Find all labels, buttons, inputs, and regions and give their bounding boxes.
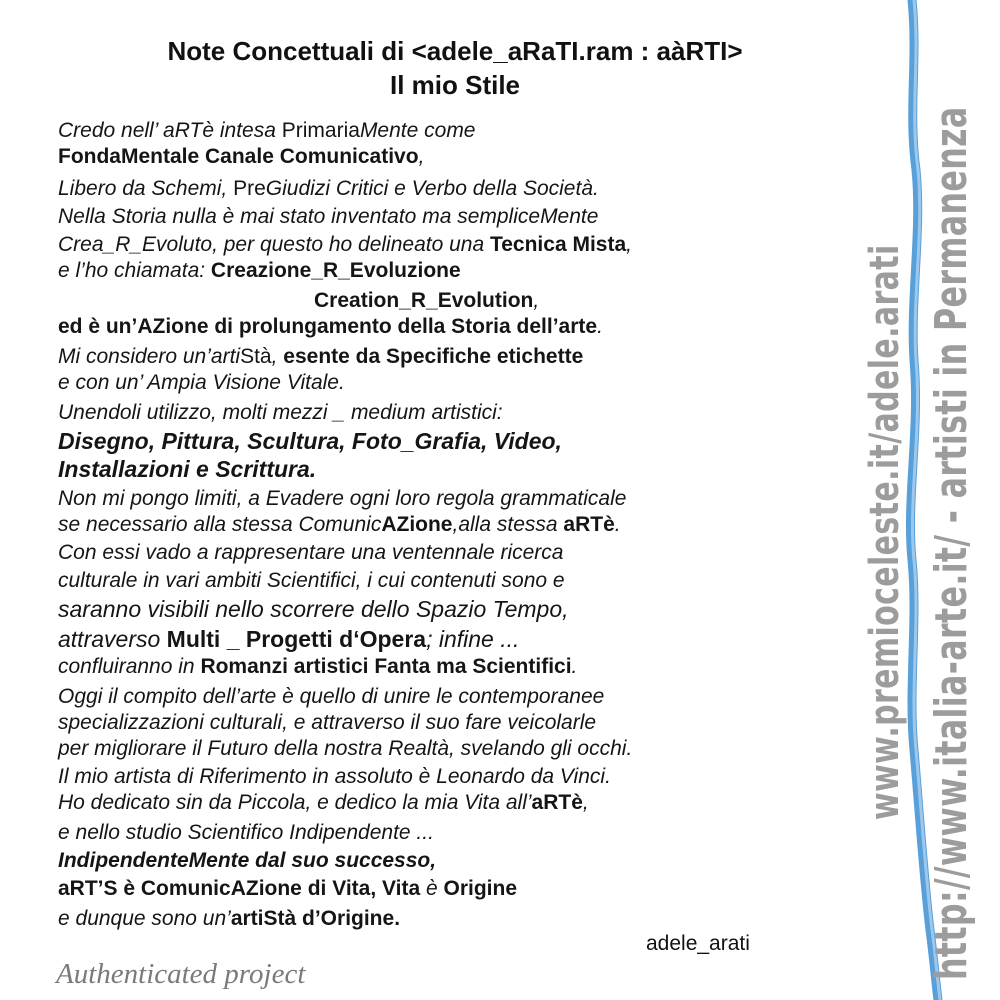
body-line <box>58 848 436 874</box>
text-segment: aRTè <box>563 513 615 536</box>
text-segment: . <box>597 315 603 338</box>
text-segment: ,alla stessa <box>452 513 564 536</box>
text-segment: , <box>582 791 589 814</box>
body-line <box>58 486 626 512</box>
text-segment: Multi _ Progetti d‘Opera <box>166 626 427 652</box>
signature: adele_arati <box>646 932 750 955</box>
body-line <box>58 344 583 370</box>
body-line <box>58 176 599 202</box>
text-segment: IndipendenteMente dal suo successo, <box>58 849 437 872</box>
text-segment: e l’ho chiamata: <box>58 259 211 282</box>
text-segment: , <box>533 289 540 312</box>
text-segment: saranno visibili nello scorrere dello Spazio Tempo, <box>58 596 569 622</box>
text-segment: Giudizi Critici e Verbo della Società. <box>265 177 599 200</box>
text-segment: Nella Storia nulla è mai stato inventato ma sempliceMente <box>58 205 599 228</box>
body-line <box>58 540 563 566</box>
body-line <box>58 456 316 482</box>
page-title: Note Concettuali di <adele_aRaTI.ram : aàRTI> <box>167 36 743 66</box>
text-segment: ed è un’AZione di prolungamento della Storia dell’arte <box>58 315 598 338</box>
text-segment: FondaMentale Canale Comunicativo <box>58 145 419 168</box>
body-line <box>58 568 565 594</box>
text-segment: . <box>571 655 578 678</box>
text-segment: Con essi vado a rappresentare una ventennale ricerca <box>58 541 564 564</box>
authenticated-note: Authenticated project <box>56 958 306 990</box>
text-segment: Creazione_R_Evoluzione <box>210 259 461 282</box>
body-line <box>58 820 434 846</box>
text-segment: e con un’ Ampia Visione Vitale. <box>58 371 345 394</box>
text-segment: Disegno, Pittura, Scultura, Foto_Grafia, Video, <box>58 428 562 454</box>
body-line <box>58 626 519 652</box>
text-segment: aRTè <box>531 791 583 814</box>
text-segment: Libero da Schemi, <box>58 177 234 200</box>
body-line <box>58 232 632 258</box>
text-segment: ; infine ... <box>426 626 520 652</box>
text-segment: artiStà d’Origine. <box>230 907 401 930</box>
body-line <box>58 906 400 932</box>
text-segment: Origine <box>437 877 518 900</box>
body-line <box>58 204 598 230</box>
text-segment: AZione <box>381 513 453 536</box>
text-segment: Tecnica Mista <box>489 233 627 256</box>
text-segment: culturale in vari ambiti Scientifici, i cui contenuti sono e <box>58 569 565 592</box>
side-url-premioceleste[interactable]: www.premioceleste.it/adele.arati <box>862 244 908 820</box>
body-line <box>58 512 621 538</box>
text-segment: , <box>418 145 425 168</box>
body-line <box>314 288 539 314</box>
text-segment: specializzazioni culturali, e attraverso il suo fare veicolarle <box>58 711 597 734</box>
body-line <box>58 790 589 816</box>
text-segment: per migliorare il Futuro della nostra Realtà, svelando gli occhi. <box>58 737 633 760</box>
text-segment: Stà <box>240 345 272 368</box>
text-segment: Il mio artista di Riferimento in assoluto è Leonardo da Vinci. <box>58 765 611 788</box>
text-segment: Unendoli utilizzo, molti mezzi _ medium artistici: <box>58 401 503 424</box>
text-segment: Mi considero un’arti <box>58 345 241 368</box>
text-segment: Primaria <box>281 119 360 142</box>
body-line <box>58 736 632 762</box>
text-segment: Creation_R_Evolution <box>314 289 534 312</box>
text-segment: Mente come <box>359 119 476 142</box>
text-segment: . <box>614 513 621 536</box>
text-segment: , <box>626 233 632 256</box>
text-segment: Credo nell’ aRTè intesa <box>58 119 282 142</box>
body-line <box>58 370 345 396</box>
body-line <box>58 314 603 340</box>
text-segment: Oggi il compito dell’arte è quello di unire le contemporanee <box>58 685 605 708</box>
text-segment: se necessario alla stessa Comunic <box>58 513 382 536</box>
body-line <box>58 710 596 736</box>
body-line <box>58 400 503 426</box>
body-line <box>58 118 476 144</box>
body-line <box>58 258 461 284</box>
text-segment: è <box>425 877 438 900</box>
text-segment: confluiranno in <box>58 655 201 678</box>
text-segment: , <box>271 345 284 368</box>
text-segment: Romanzi artistici Fanta ma Scientifici <box>200 655 572 678</box>
side-url-italia-arte[interactable]: http://www.italia-arte.it/ - artisti in Permanenza <box>926 106 977 981</box>
body-line <box>58 764 611 790</box>
text-segment: Installazioni e Scrittura. <box>58 456 317 482</box>
body-line <box>58 684 604 710</box>
text-segment: esente da Specifiche etichette <box>283 345 584 368</box>
body-line <box>58 428 562 454</box>
text-segment: Ho dedicato sin da Piccola, e dedico la mia Vita all’ <box>58 791 532 814</box>
text-segment: e dunque sono un’ <box>58 907 231 930</box>
text-segment: aRT’S è ComunicAZione di Vita, Vita <box>58 877 426 900</box>
page-subtitle: Il mio Stile <box>389 70 521 100</box>
body-line <box>58 654 577 680</box>
text-segment: Non mi pongo limiti, a Evadere ogni loro regola grammaticale <box>58 487 627 510</box>
body-line <box>58 144 424 170</box>
body-line <box>58 876 517 902</box>
text-segment: attraverso <box>58 626 167 652</box>
text-segment: Pre <box>233 177 266 200</box>
text-segment: e nello studio Scientifico Indipendente ... <box>58 821 434 844</box>
body-line <box>58 596 569 622</box>
text-segment: Crea_R_Evoluto, per questo ho delineato una <box>58 233 490 256</box>
